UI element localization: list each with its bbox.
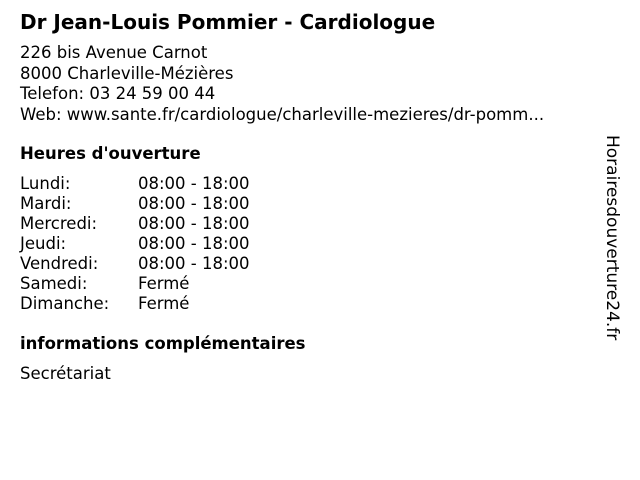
day-label: Mardi:	[20, 194, 72, 213]
opening-hours-list	[20, 174, 320, 314]
time-value: 08:00 - 18:00	[138, 214, 250, 233]
city-address: 8000 Charleville-Mézières	[20, 63, 234, 83]
hours-row-monday	[20, 174, 320, 194]
day-label: Mercredi:	[20, 214, 98, 233]
website-link[interactable]: Web: www.sante.fr/cardiologue/charleville-mezieres/dr-pomm...	[20, 104, 545, 124]
hours-row-saturday	[20, 274, 320, 294]
day-label: Samedi:	[20, 274, 88, 293]
site-watermark: Horairesdouverture24.fr	[602, 135, 622, 341]
time-value: Fermé	[138, 274, 190, 293]
hours-row-wednesday	[20, 214, 320, 234]
time-value: Fermé	[138, 294, 190, 313]
address-block	[20, 43, 544, 125]
time-value: 08:00 - 18:00	[138, 234, 250, 253]
hours-row-friday	[20, 254, 320, 274]
time-value: 08:00 - 18:00	[138, 254, 250, 273]
day-label: Jeudi:	[20, 234, 67, 253]
additional-info-heading: informations complémentaires	[20, 334, 306, 353]
time-value: 08:00 - 18:00	[138, 174, 250, 193]
hours-row-sunday	[20, 294, 320, 314]
additional-info-text: Secrétariat	[20, 364, 111, 383]
day-label: Vendredi:	[20, 254, 99, 273]
hours-row-thursday	[20, 234, 320, 254]
phone-number: Telefon: 03 24 59 00 44	[20, 84, 216, 103]
page-title: Dr Jean-Louis Pommier - Cardiologue	[20, 10, 436, 34]
hours-row-tuesday	[20, 194, 320, 214]
day-label: Dimanche:	[20, 294, 110, 313]
street-address: 226 bis Avenue Carnot	[20, 43, 208, 62]
time-value: 08:00 - 18:00	[138, 194, 250, 213]
day-label: Lundi:	[20, 174, 71, 193]
opening-hours-heading: Heures d'ouverture	[20, 144, 201, 163]
